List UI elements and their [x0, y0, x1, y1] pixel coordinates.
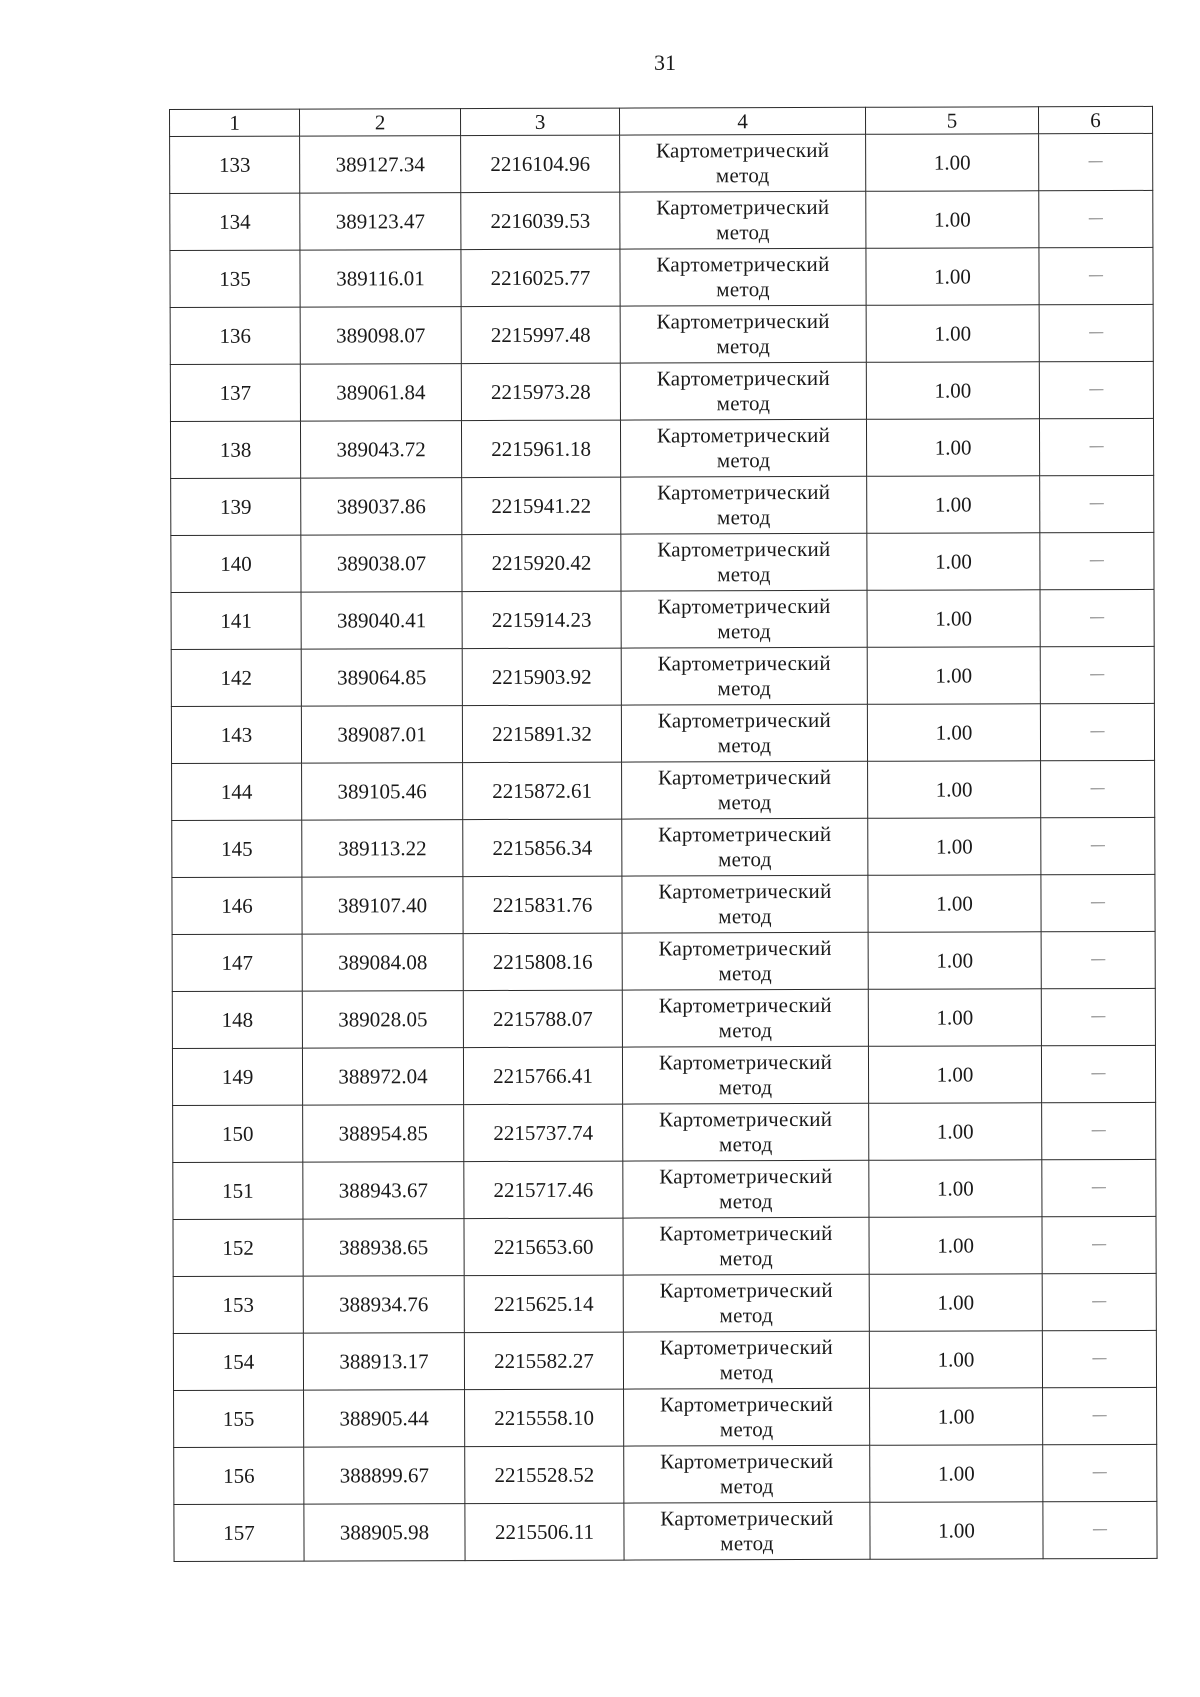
x-coordinate-cell: 388954.85	[303, 1105, 464, 1163]
accuracy-cell: 1.00	[870, 1445, 1043, 1503]
table-row	[171, 703, 1154, 763]
point-number-cell: 133	[170, 136, 300, 193]
method-line-2: метод	[718, 904, 772, 929]
method-cell	[622, 761, 868, 819]
y-coordinate-cell: 2215920.42	[462, 534, 621, 591]
point-number-cell: 145	[172, 820, 302, 877]
point-number-cell: 144	[172, 763, 302, 820]
header-cell-method: 4	[619, 107, 865, 135]
method-line-1: Картометрический	[659, 1220, 833, 1246]
accuracy-cell: 1.00	[866, 134, 1039, 192]
method-cell	[621, 704, 867, 762]
method-line-2: метод	[716, 277, 770, 302]
y-coordinate-cell: 2215903.92	[462, 648, 621, 705]
accuracy-cell: 1.00	[866, 191, 1039, 249]
x-coordinate-cell: 389043.72	[300, 421, 461, 479]
y-coordinate-cell: 2215997.48	[461, 306, 620, 363]
method-line-1: Картометрический	[657, 650, 831, 676]
accuracy-cell: 1.00	[870, 1502, 1043, 1560]
table-row	[173, 1273, 1156, 1333]
note-cell: —	[1039, 133, 1153, 190]
accuracy-cell: 1.00	[866, 305, 1039, 363]
note-cell: —	[1040, 589, 1154, 646]
accuracy-cell: 1.00	[867, 590, 1040, 648]
note-cell: —	[1041, 988, 1155, 1045]
accuracy-cell: 1.00	[866, 362, 1039, 420]
accuracy-cell: 1.00	[869, 1217, 1042, 1275]
point-number-cell: 141	[171, 592, 301, 649]
header-cell-y: 3	[461, 108, 620, 135]
method-cell	[621, 647, 867, 705]
accuracy-cell: 1.00	[867, 704, 1040, 762]
table-row	[171, 646, 1154, 706]
method-line-1: Картометрический	[658, 878, 832, 904]
x-coordinate-cell: 389123.47	[300, 193, 461, 251]
method-cell	[623, 1331, 869, 1389]
point-number-cell: 154	[173, 1333, 303, 1390]
method-cell	[621, 590, 867, 648]
x-coordinate-cell: 388913.17	[303, 1333, 464, 1391]
note-cell: —	[1042, 1216, 1156, 1273]
accuracy-cell: 1.00	[868, 875, 1041, 933]
method-line-2: метод	[716, 505, 771, 530]
method-line-2: метод	[718, 847, 772, 872]
note-cell: —	[1042, 1159, 1156, 1216]
method-line-1: Картометрический	[657, 707, 832, 733]
method-cell	[621, 476, 867, 534]
y-coordinate-cell: 2215788.07	[463, 990, 622, 1047]
point-number-cell: 149	[172, 1048, 302, 1105]
point-number-cell: 152	[173, 1219, 303, 1276]
method-line-2: метод	[715, 163, 770, 188]
method-line-1: Картометрический	[657, 479, 831, 505]
y-coordinate-cell: 2215831.76	[463, 876, 622, 933]
table-row	[170, 418, 1153, 478]
table-row	[170, 304, 1153, 364]
method-line-2: метод	[719, 1417, 774, 1442]
method-line-1: Картометрический	[658, 1106, 833, 1132]
accuracy-cell: 1.00	[869, 1103, 1042, 1161]
accuracy-cell: 1.00	[869, 1331, 1042, 1389]
method-line-1: Картометрический	[658, 821, 832, 847]
accuracy-cell: 1.00	[868, 989, 1041, 1047]
y-coordinate-cell: 2215558.10	[465, 1389, 624, 1446]
x-coordinate-cell: 389127.34	[300, 136, 461, 194]
accuracy-cell: 1.00	[866, 248, 1039, 306]
method-cell	[620, 191, 866, 249]
x-coordinate-cell: 389113.22	[302, 820, 463, 878]
x-coordinate-cell: 389038.07	[301, 535, 462, 593]
table-row	[170, 190, 1153, 250]
point-number-cell: 135	[170, 250, 300, 307]
x-coordinate-cell: 389037.86	[301, 478, 462, 536]
accuracy-cell: 1.00	[869, 1274, 1042, 1332]
header-row	[170, 106, 1153, 136]
point-number-cell: 146	[172, 877, 302, 934]
method-line-1: Картометрический	[655, 137, 830, 163]
y-coordinate-cell: 2215625.14	[464, 1275, 623, 1332]
method-line-2: метод	[719, 1474, 774, 1499]
y-coordinate-cell: 2215872.61	[463, 762, 622, 819]
point-number-cell: 139	[171, 478, 301, 535]
method-line-1: Картометрический	[656, 308, 830, 334]
header-cell-note: 6	[1038, 106, 1152, 133]
method-cell	[620, 248, 866, 306]
x-coordinate-cell: 389064.85	[301, 649, 462, 707]
method-cell	[622, 1046, 868, 1104]
note-cell: —	[1039, 304, 1153, 361]
x-coordinate-cell: 389061.84	[300, 364, 461, 422]
x-coordinate-cell: 388938.65	[303, 1219, 464, 1277]
y-coordinate-cell: 2215737.74	[464, 1104, 623, 1161]
method-line-1: Картометрический	[658, 1049, 833, 1075]
table-row	[173, 1330, 1156, 1390]
note-cell: —	[1039, 190, 1153, 247]
point-number-cell: 142	[171, 649, 301, 706]
method-line-1: Картометрический	[657, 593, 831, 619]
method-line-1: Картометрический	[660, 1505, 834, 1531]
method-line-1: Картометрический	[659, 1391, 834, 1417]
page-number: 31	[654, 50, 676, 75]
x-coordinate-cell: 388899.67	[304, 1447, 465, 1505]
point-number-cell: 138	[170, 421, 300, 478]
note-cell: —	[1040, 646, 1154, 703]
method-line-2: метод	[716, 220, 770, 245]
y-coordinate-cell: 2215973.28	[461, 363, 620, 420]
method-line-2: метод	[718, 1132, 773, 1157]
note-cell: —	[1040, 703, 1154, 760]
point-number-cell: 140	[171, 535, 301, 592]
y-coordinate-cell: 2215528.52	[465, 1446, 624, 1503]
x-coordinate-cell: 389107.40	[302, 877, 463, 935]
y-coordinate-cell: 2215506.11	[465, 1503, 624, 1560]
method-line-1: Картометрический	[657, 764, 832, 790]
note-cell: —	[1041, 1045, 1155, 1102]
x-coordinate-cell: 389105.46	[302, 763, 463, 821]
method-cell	[623, 1103, 869, 1161]
method-line-2: метод	[719, 1189, 773, 1214]
note-cell: —	[1043, 1444, 1157, 1501]
method-line-2: метод	[717, 676, 772, 701]
method-line-1: Картометрический	[660, 1448, 834, 1474]
point-number-cell: 153	[173, 1276, 303, 1333]
method-cell	[624, 1502, 870, 1560]
method-line-1: Картометрический	[659, 1277, 833, 1303]
method-line-2: метод	[717, 562, 771, 587]
method-line-1: Картометрический	[658, 992, 832, 1018]
point-number-cell: 155	[174, 1390, 304, 1447]
header-cell-point-number: 1	[170, 109, 300, 136]
x-coordinate-cell: 389040.41	[301, 592, 462, 650]
y-coordinate-cell: 2215653.60	[464, 1218, 623, 1275]
method-line-1: Картометрический	[659, 1163, 833, 1189]
note-cell: —	[1040, 475, 1154, 532]
y-coordinate-cell: 2215856.34	[463, 819, 622, 876]
table-row	[172, 817, 1155, 877]
method-cell	[622, 875, 868, 933]
table-row	[172, 1045, 1155, 1105]
method-line-1: Картометрический	[658, 935, 832, 961]
y-coordinate-cell: 2215914.23	[462, 591, 621, 648]
method-cell	[622, 932, 868, 990]
method-cell	[624, 1388, 870, 1446]
method-line-1: Картометрический	[659, 1334, 834, 1360]
method-line-1: Картометрический	[656, 422, 831, 448]
y-coordinate-cell: 2215808.16	[463, 933, 622, 990]
method-line-2: метод	[718, 1075, 773, 1100]
point-number-cell: 137	[170, 364, 300, 421]
table-row	[174, 1387, 1157, 1447]
x-coordinate-cell: 389084.08	[302, 934, 463, 992]
method-line-2: метод	[716, 448, 771, 473]
note-cell: —	[1042, 1330, 1156, 1387]
note-cell: —	[1039, 418, 1153, 475]
point-number-cell: 147	[172, 934, 302, 991]
point-number-cell: 143	[171, 706, 301, 763]
x-coordinate-cell: 388972.04	[302, 1048, 463, 1106]
accuracy-cell: 1.00	[868, 1046, 1041, 1104]
method-cell	[623, 1160, 869, 1218]
accuracy-cell: 1.00	[869, 1160, 1042, 1218]
note-cell: —	[1043, 1387, 1157, 1444]
y-coordinate-cell: 2216104.96	[461, 135, 620, 192]
method-line-2: метод	[717, 733, 772, 758]
y-coordinate-cell: 2215766.41	[463, 1047, 622, 1104]
note-cell: —	[1042, 1273, 1156, 1330]
note-cell: —	[1041, 931, 1155, 988]
note-cell: —	[1039, 361, 1153, 418]
table-row	[174, 1501, 1157, 1561]
accuracy-cell: 1.00	[867, 533, 1040, 591]
method-line-2: метод	[720, 1531, 774, 1556]
table-row	[170, 133, 1153, 193]
table-row	[171, 532, 1154, 592]
table-row	[171, 475, 1154, 535]
point-number-cell: 136	[170, 307, 300, 364]
table-row	[172, 760, 1155, 820]
note-cell: —	[1041, 874, 1155, 931]
note-cell: —	[1043, 1501, 1157, 1558]
method-cell	[621, 533, 867, 591]
accuracy-cell: 1.00	[866, 419, 1039, 477]
method-cell	[620, 419, 866, 477]
y-coordinate-cell: 2215891.32	[462, 705, 621, 762]
table-row	[173, 1216, 1156, 1276]
point-number-cell: 157	[174, 1504, 304, 1561]
x-coordinate-cell: 389087.01	[301, 706, 462, 764]
method-line-1: Картометрический	[657, 536, 831, 562]
note-cell: —	[1040, 532, 1154, 589]
method-cell	[620, 362, 866, 420]
method-line-2: метод	[718, 961, 773, 986]
header-cell-accuracy: 5	[865, 107, 1038, 135]
y-coordinate-cell: 2215941.22	[462, 477, 621, 534]
accuracy-cell: 1.00	[870, 1388, 1043, 1446]
point-number-cell: 148	[172, 991, 302, 1048]
method-line-1: Картометрический	[656, 194, 830, 220]
note-cell: —	[1039, 247, 1153, 304]
table-row	[172, 988, 1155, 1048]
method-line-2: метод	[719, 1360, 774, 1385]
method-cell	[620, 134, 866, 192]
method-cell	[623, 1217, 869, 1275]
point-number-cell: 151	[173, 1162, 303, 1219]
accuracy-cell: 1.00	[867, 476, 1040, 534]
header-cell-x: 2	[300, 109, 461, 137]
method-cell	[622, 989, 868, 1047]
method-line-2: метод	[719, 1303, 774, 1328]
table-row	[172, 931, 1155, 991]
x-coordinate-cell: 388943.67	[303, 1162, 464, 1220]
method-cell	[622, 818, 868, 876]
x-coordinate-cell: 389116.01	[300, 250, 461, 308]
x-coordinate-cell: 388905.44	[304, 1390, 465, 1448]
method-line-2: метод	[716, 334, 771, 359]
note-cell: —	[1041, 760, 1155, 817]
table-row	[171, 589, 1154, 649]
table-row	[173, 1159, 1156, 1219]
method-line-2: метод	[716, 391, 771, 416]
accuracy-cell: 1.00	[868, 818, 1041, 876]
table-header	[170, 106, 1153, 136]
method-cell	[620, 305, 866, 363]
table-row	[170, 361, 1153, 421]
y-coordinate-cell: 2216025.77	[461, 249, 620, 306]
accuracy-cell: 1.00	[868, 932, 1041, 990]
accuracy-cell: 1.00	[868, 761, 1041, 819]
accuracy-cell: 1.00	[867, 647, 1040, 705]
y-coordinate-cell: 2215582.27	[464, 1332, 623, 1389]
method-line-2: метод	[717, 790, 772, 815]
x-coordinate-cell: 389028.05	[302, 991, 463, 1049]
table-body	[170, 133, 1157, 1561]
method-line-2: метод	[717, 619, 771, 644]
method-line-2: метод	[718, 1018, 773, 1043]
point-number-cell: 150	[173, 1105, 303, 1162]
note-cell: —	[1042, 1102, 1156, 1159]
y-coordinate-cell: 2215717.46	[464, 1161, 623, 1218]
x-coordinate-cell: 388934.76	[303, 1276, 464, 1334]
point-number-cell: 156	[174, 1447, 304, 1504]
table-row	[174, 1444, 1157, 1504]
point-number-cell: 134	[170, 193, 300, 250]
method-line-2: метод	[719, 1246, 773, 1271]
coordinates-table	[169, 106, 1158, 1562]
x-coordinate-cell: 388905.98	[304, 1504, 465, 1562]
table-row	[173, 1102, 1156, 1162]
method-cell	[624, 1445, 870, 1503]
method-line-1: Картометрический	[656, 365, 831, 391]
x-coordinate-cell: 389098.07	[300, 307, 461, 365]
method-cell	[623, 1274, 869, 1332]
table-row	[170, 247, 1153, 307]
y-coordinate-cell: 2215961.18	[461, 420, 620, 477]
note-cell: —	[1041, 817, 1155, 874]
method-line-1: Картометрический	[656, 251, 830, 277]
table-row	[172, 874, 1155, 934]
y-coordinate-cell: 2216039.53	[461, 192, 620, 249]
